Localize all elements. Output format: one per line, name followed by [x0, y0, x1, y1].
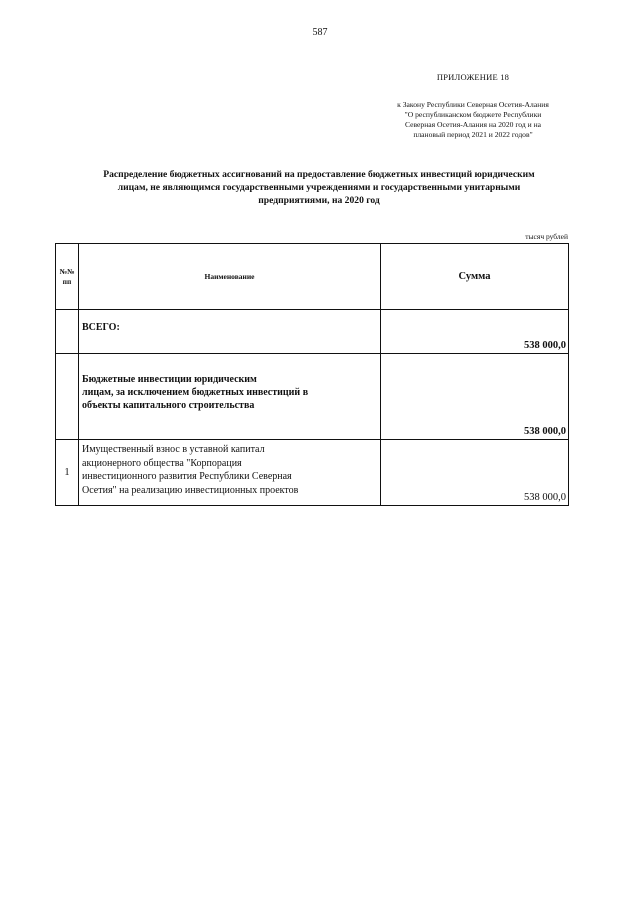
- appendix-label: ПРИЛОЖЕНИЕ 18: [436, 72, 510, 82]
- category-label-line: объекты капитального строительства: [82, 400, 255, 411]
- category-label-line: Бюджетные инвестиции юридическим: [82, 374, 257, 385]
- item-label-line: Осетия" на реализацию инвестиционных проектов: [82, 484, 299, 496]
- item-label-line: инвестиционного развития Республики Северная: [82, 471, 292, 482]
- law-reference-line: к Закону Республики Северная Осетия-Алания: [397, 100, 549, 109]
- document-title-line: Распределение бюджетных ассигнований на предоставление бюджетных инвестиций юридическим: [103, 169, 535, 180]
- header-sum: Сумма: [381, 244, 569, 310]
- document-title-line: лицам, не являющимся государственными учреждениями и государственными унитарными: [117, 182, 521, 193]
- item-label: [79, 440, 381, 506]
- item-sum: 538 000,0: [381, 440, 569, 506]
- document-title-line: предприятиями, на 2020 год: [258, 195, 380, 206]
- item-number: 1: [56, 440, 79, 506]
- header-number-line1: №№: [59, 266, 75, 276]
- category-label: [79, 354, 381, 440]
- law-reference-line: плановый период 2021 и 2022 годов": [413, 130, 533, 139]
- document-title: [54, 168, 584, 207]
- category-sum: 538 000,0: [381, 354, 569, 440]
- category-label-line: лицам, за исключением бюджетных инвестиций в: [82, 387, 309, 398]
- law-reference: [378, 100, 568, 140]
- units-label: тысяч рублей: [525, 232, 568, 241]
- total-row: [56, 310, 569, 354]
- budget-table: [55, 243, 569, 506]
- total-label: ВСЕГО:: [79, 310, 381, 354]
- header-number: [56, 244, 79, 310]
- category-number-cell: [56, 354, 79, 440]
- total-sum: 538 000,0: [381, 310, 569, 354]
- header-number-line2: пп: [62, 276, 72, 286]
- category-row: [56, 354, 569, 440]
- law-reference-line: Северная Осетия-Алания на 2020 год и на: [404, 120, 542, 129]
- table-row: [56, 440, 569, 506]
- header-name: Наименование: [79, 244, 381, 310]
- item-label-line: Имущественный взнос в уставной капитал: [82, 444, 265, 455]
- page-number: 587: [312, 27, 328, 38]
- item-label-line: акционерного общества "Корпорация: [82, 457, 242, 469]
- law-reference-line: "О республиканском бюджете Республики: [404, 110, 542, 119]
- total-number-cell: [56, 310, 79, 354]
- table-header-row: [56, 244, 569, 310]
